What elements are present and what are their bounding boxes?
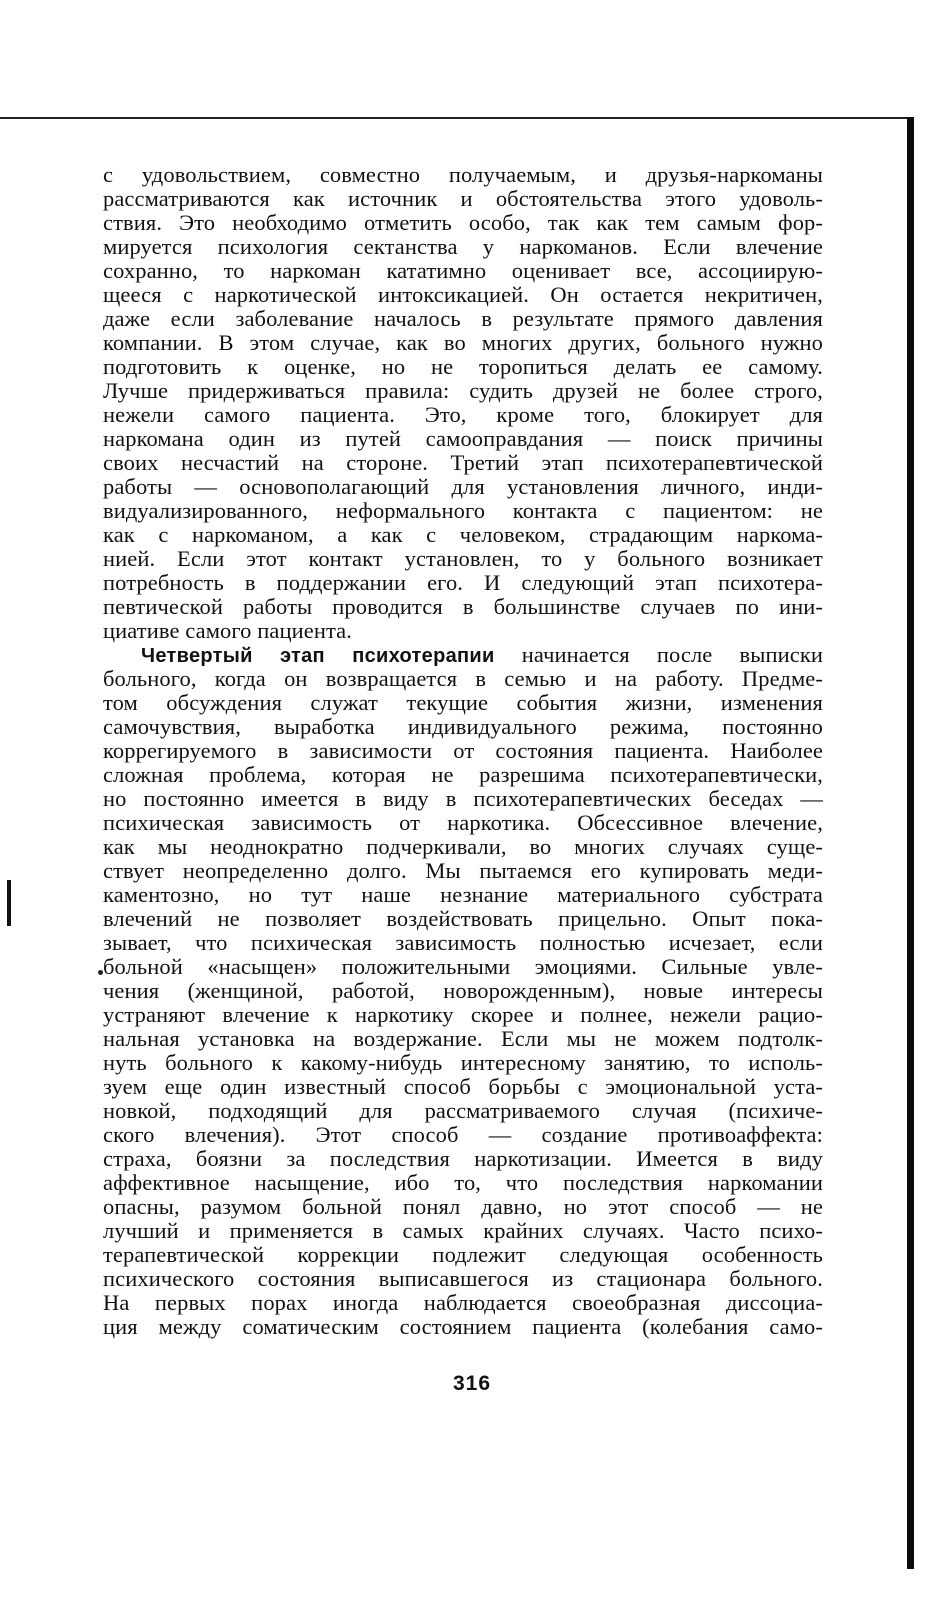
text-line: своих несчастий на стороне. Третий этап психотерапевтической [103,450,823,475]
top-scan-border [0,117,912,119]
bold-lead-phrase: Четвертый этап психотерапии [141,645,495,667]
text-line: сохранно, то наркоман кататимно оценивает все, ассоциирую- [103,258,823,283]
text-line: зывает, что психическая зависимость полностью исчезает, если [103,930,823,955]
text-line: с удовольствием, совместно получаемым, и друзья-наркоманы [103,162,823,187]
text-line: щееся с наркотической интоксикацией. Он остается некритичен, [103,282,823,307]
margin-mark [7,880,11,926]
text-line: страха, боязни за последствия наркотизации. Имеется в виду [103,1146,823,1171]
text-line: психическая зависимость от наркотика. Обсессивное влечение, [103,810,823,835]
text-line: наркомана один из путей самооправдания — поиск причины [103,426,823,451]
text-line: На первых порах иногда наблюдается своеобразная диссоциа- [103,1290,823,1315]
text-line: влечений не позволяет воздействовать прицельно. Опыт пока- [103,906,823,931]
text-line: опасны, разумом больной понял давно, но этот способ — не [103,1194,823,1219]
text-line: лучший и применяется в самых крайних случаях. Часто психо- [103,1218,823,1243]
page-number: 316 [452,1372,492,1395]
text-line: сложная проблема, которая не разрешима психотерапевтически, [103,762,823,787]
text-line: ция между соматическим состоянием пациента (колебания само- [103,1314,823,1339]
text-line: видуализированного, неформального контакта с пациентом: не [103,498,823,523]
text-line: терапевтической коррекции подлежит следующая особенность [103,1242,823,1267]
paragraph-2 [103,643,823,1339]
text-line: каментозно, но тут наше незнание материального субстрата [103,882,823,907]
text-line: устраняют влечение к наркотику скорее и полнее, нежели рацио- [103,1002,823,1027]
text-line: даже если заболевание началось в результате прямого давления [103,306,823,331]
paragraph-2-first-line [103,643,823,667]
text-line: но постоянно имеется в виду в психотерапевтических беседах — [103,786,823,811]
text-line: зуем еще один известный способ борьбы с эмоциональной уста- [103,1074,823,1099]
text-line: певтической работы проводится в большинстве случаев по ини- [103,594,823,619]
text-line: работы — основополагающий для установления личного, инди- [103,474,823,499]
text-line: потребность в поддержании его. И следующий этап психотера- [103,570,823,595]
paragraph-1 [103,163,823,643]
text-line: нальная установка на воздержание. Если мы не можем подтолк- [103,1026,823,1051]
text-line: том обсуждения служат текущие события жизни, изменения [103,690,823,715]
right-scan-border [907,117,914,1569]
text-line: коррегируемого в зависимости от состояния пациента. Наиболее [103,738,823,763]
text-line: как с наркоманом, а как с человеком, страдающим наркома- [103,522,823,547]
text-line: ствия. Это необходимо отметить особо, так как тем самым фор- [103,210,823,235]
book-page-text [103,163,823,1339]
text-line: нией. Если этот контакт установлен, то у больного возникает [103,546,823,571]
text-line: нежели самого пациента. Это, кроме того, блокирует для [103,402,823,427]
text-line: ского влечения). Этот способ — создание противоаффекта: [103,1122,823,1147]
text-line: мируется психология сектанства у наркоманов. Если влечение [103,234,823,259]
text-line: чения (женщиной, работой, новорожденным), новые интересы [103,978,823,1003]
text-line: психического состояния выписавшегося из стационара больного. [103,1266,823,1291]
text-line: ствует неопределенно долго. Мы пытаемся его купировать меди- [103,858,823,883]
text-line: больного, когда он возвращается в семью и на работу. Предме- [103,666,823,691]
text-line: компании. В этом случае, как во многих других, больного нужно [103,330,823,355]
text-line: новкой, подходящий для рассматриваемого случая (психиче- [103,1098,823,1123]
text-line: как мы неоднократно подчеркивали, во многих случаях суще- [103,834,823,859]
text-line: аффективное насыщение, ибо то, что последствия наркомании [103,1170,823,1195]
text-line: Лучше придерживаться правила: судить друзей не более строго, [103,378,823,403]
text-line: рассматриваются как источник и обстоятельства этого удоволь- [103,186,823,211]
text-line: нуть больного к какому-нибудь интересному занятию, то исполь- [103,1050,823,1075]
text-line: циативе самого пациента. [103,618,352,643]
text-line: больной «насыщен» положительными эмоциями. Сильные увле- [103,954,823,979]
text-line: самочувствия, выработка индивидуального режима, постоянно [103,714,823,739]
text-line: подготовить к оценке, но не торопиться делать ее самому. [103,354,823,379]
first-line-rest: начинается после выписки [494,642,824,667]
